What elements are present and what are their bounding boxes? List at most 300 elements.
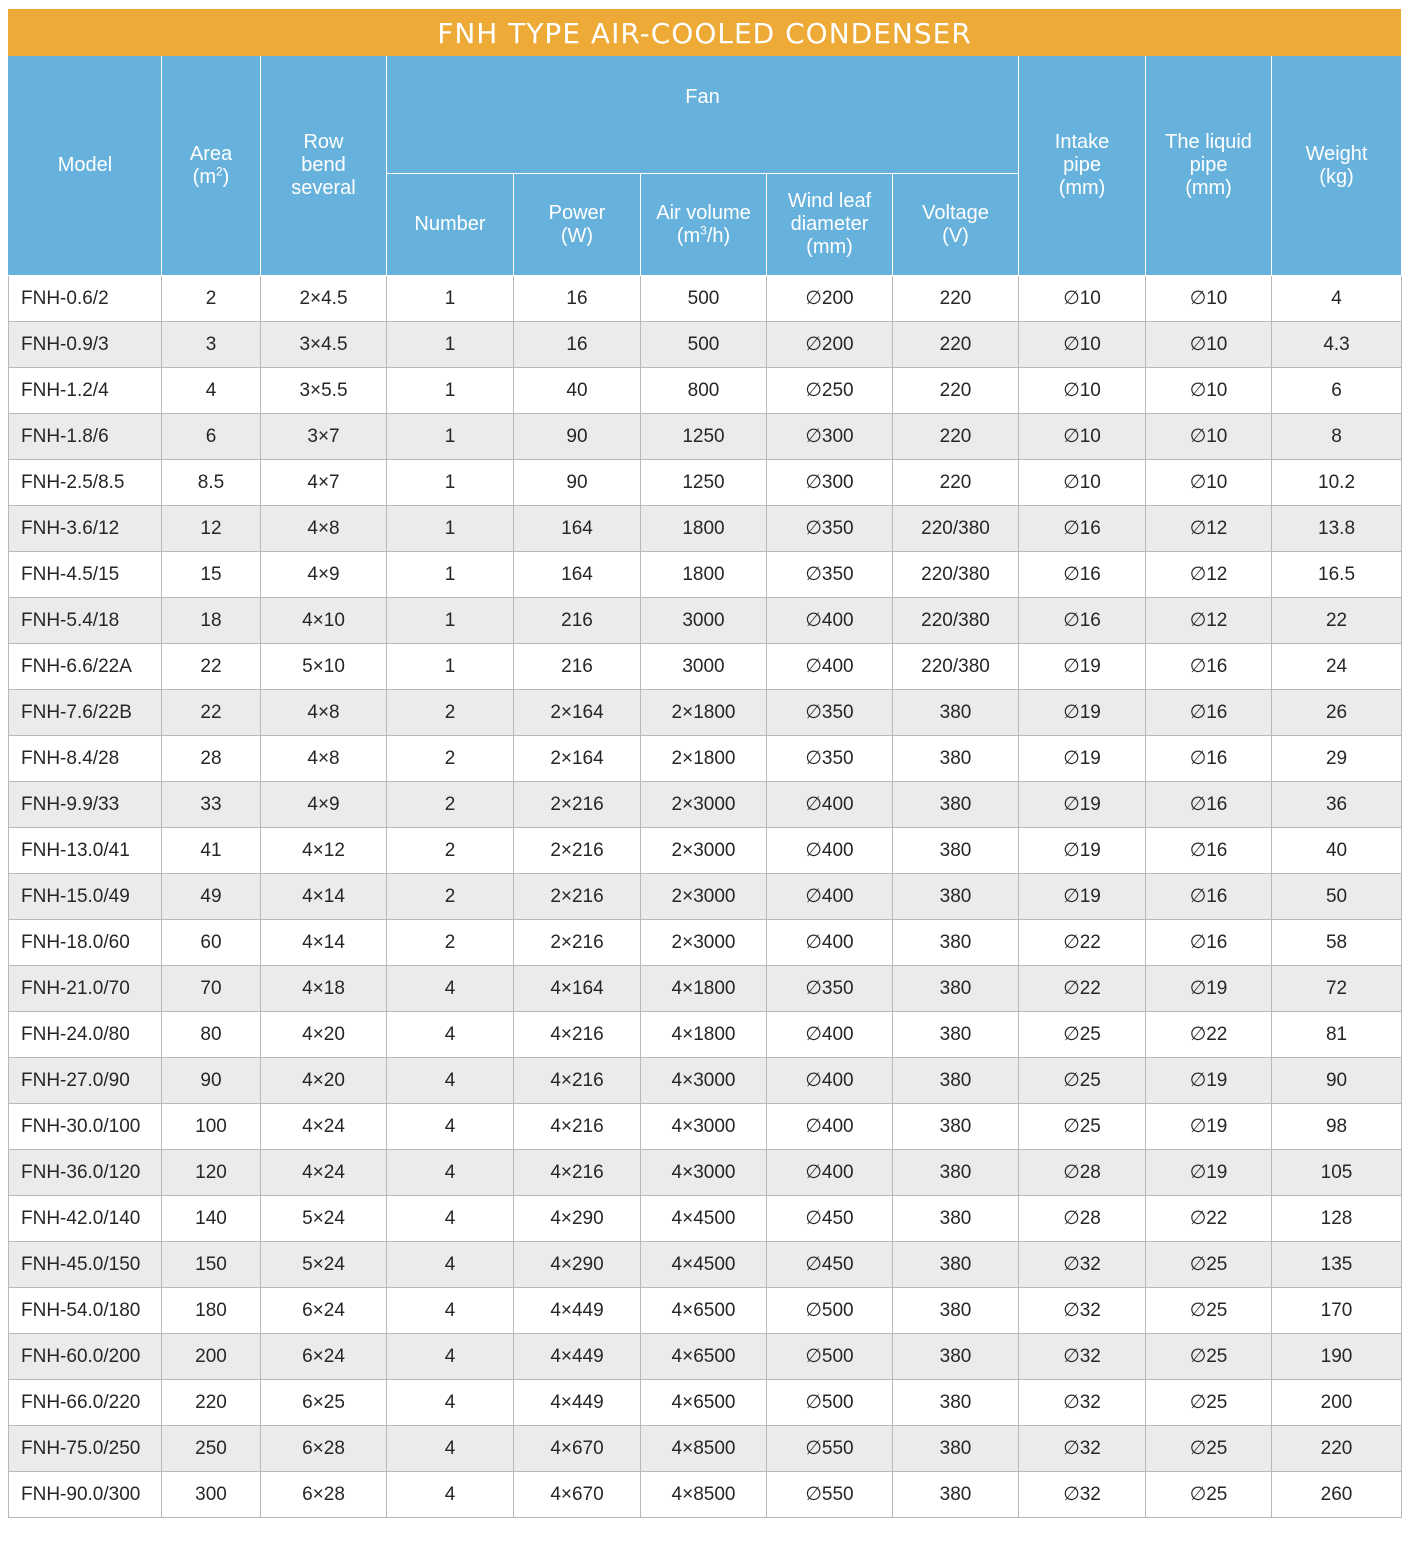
cell-fan-voltage: 380 (893, 1012, 1019, 1058)
cell-model: FNH-75.0/250 (9, 1426, 162, 1472)
cell-area: 8.5 (162, 460, 261, 506)
cell-model: FNH-66.0/220 (9, 1380, 162, 1426)
cell-fan-wind-leaf-diameter: ∅400 (767, 598, 893, 644)
cell-weight: 36 (1272, 782, 1402, 828)
cell-intake-pipe: ∅32 (1019, 1472, 1146, 1518)
cell-model: FNH-27.0/90 (9, 1058, 162, 1104)
cell-liquid-pipe: ∅22 (1146, 1196, 1272, 1242)
cell-weight: 98 (1272, 1104, 1402, 1150)
cell-fan-power: 4×670 (514, 1472, 641, 1518)
cell-area: 60 (162, 920, 261, 966)
cell-model: FNH-45.0/150 (9, 1242, 162, 1288)
cell-row-bend: 4×8 (261, 690, 387, 736)
cell-area: 28 (162, 736, 261, 782)
header-fan-wind-leaf-diameter: Wind leaf diameter (mm) (767, 174, 893, 276)
cell-model: FNH-4.5/15 (9, 552, 162, 598)
cell-liquid-pipe: ∅19 (1146, 966, 1272, 1012)
cell-liquid-pipe: ∅25 (1146, 1242, 1272, 1288)
cell-area: 250 (162, 1426, 261, 1472)
cell-liquid-pipe: ∅22 (1146, 1012, 1272, 1058)
cell-fan-power: 90 (514, 460, 641, 506)
cell-weight: 81 (1272, 1012, 1402, 1058)
cell-area: 33 (162, 782, 261, 828)
cell-fan-air-volume: 4×3000 (641, 1058, 767, 1104)
cell-fan-air-volume: 1800 (641, 506, 767, 552)
cell-fan-voltage: 380 (893, 874, 1019, 920)
cell-fan-number: 4 (387, 1380, 514, 1426)
cell-fan-wind-leaf-diameter: ∅400 (767, 1104, 893, 1150)
spec-sheet (8, 9, 1401, 1518)
cell-liquid-pipe: ∅16 (1146, 874, 1272, 920)
header-intake-pipe: Intake pipe (mm) (1019, 56, 1146, 276)
cell-fan-power: 4×290 (514, 1242, 641, 1288)
cell-model: FNH-60.0/200 (9, 1334, 162, 1380)
cell-fan-wind-leaf-diameter: ∅400 (767, 1012, 893, 1058)
header-fan-group: Fan (387, 56, 1019, 174)
table-row (9, 598, 1402, 644)
cell-fan-wind-leaf-diameter: ∅550 (767, 1426, 893, 1472)
cell-liquid-pipe: ∅25 (1146, 1380, 1272, 1426)
cell-fan-number: 2 (387, 782, 514, 828)
cell-fan-number: 2 (387, 690, 514, 736)
cell-liquid-pipe: ∅25 (1146, 1472, 1272, 1518)
cell-fan-power: 2×216 (514, 874, 641, 920)
cell-fan-number: 1 (387, 414, 514, 460)
cell-fan-voltage: 220 (893, 322, 1019, 368)
cell-weight: 190 (1272, 1334, 1402, 1380)
cell-area: 12 (162, 506, 261, 552)
cell-fan-wind-leaf-diameter: ∅400 (767, 782, 893, 828)
cell-row-bend: 2×4.5 (261, 276, 387, 322)
cell-fan-wind-leaf-diameter: ∅500 (767, 1380, 893, 1426)
cell-fan-number: 4 (387, 1334, 514, 1380)
table-title: FNH TYPE AIR-COOLED CONDENSER (8, 9, 1401, 56)
cell-area: 6 (162, 414, 261, 460)
cell-liquid-pipe: ∅19 (1146, 1058, 1272, 1104)
cell-fan-voltage: 380 (893, 920, 1019, 966)
cell-intake-pipe: ∅32 (1019, 1242, 1146, 1288)
cell-weight: 170 (1272, 1288, 1402, 1334)
cell-intake-pipe: ∅32 (1019, 1334, 1146, 1380)
cell-intake-pipe: ∅10 (1019, 368, 1146, 414)
cell-intake-pipe: ∅32 (1019, 1426, 1146, 1472)
cell-model: FNH-6.6/22A (9, 644, 162, 690)
cell-fan-number: 1 (387, 368, 514, 414)
table-row (9, 368, 1402, 414)
cell-fan-power: 90 (514, 414, 641, 460)
cell-fan-number: 4 (387, 1426, 514, 1472)
cell-liquid-pipe: ∅10 (1146, 276, 1272, 322)
cell-weight: 90 (1272, 1058, 1402, 1104)
cell-fan-number: 2 (387, 920, 514, 966)
cell-fan-voltage: 220 (893, 276, 1019, 322)
cell-fan-air-volume: 1800 (641, 552, 767, 598)
cell-fan-wind-leaf-diameter: ∅450 (767, 1196, 893, 1242)
cell-area: 300 (162, 1472, 261, 1518)
table-row (9, 1242, 1402, 1288)
cell-area: 22 (162, 690, 261, 736)
cell-area: 4 (162, 368, 261, 414)
cell-liquid-pipe: ∅16 (1146, 690, 1272, 736)
cell-fan-voltage: 380 (893, 1242, 1019, 1288)
cell-fan-number: 2 (387, 828, 514, 874)
cell-weight: 220 (1272, 1426, 1402, 1472)
cell-area: 120 (162, 1150, 261, 1196)
cell-row-bend: 4×24 (261, 1150, 387, 1196)
header-area: Area $(m^2)$ (162, 56, 261, 276)
cell-intake-pipe: ∅10 (1019, 460, 1146, 506)
cell-row-bend: 6×28 (261, 1426, 387, 1472)
cell-liquid-pipe: ∅12 (1146, 552, 1272, 598)
cell-fan-wind-leaf-diameter: ∅550 (767, 1472, 893, 1518)
cell-intake-pipe: ∅19 (1019, 828, 1146, 874)
table-row (9, 920, 1402, 966)
cell-intake-pipe: ∅16 (1019, 598, 1146, 644)
cell-fan-air-volume: 2×3000 (641, 828, 767, 874)
cell-fan-number: 4 (387, 1104, 514, 1150)
cell-fan-number: 4 (387, 1012, 514, 1058)
cell-fan-number: 4 (387, 1150, 514, 1196)
cell-fan-power: 2×216 (514, 828, 641, 874)
cell-fan-number: 1 (387, 460, 514, 506)
cell-fan-air-volume: 2×3000 (641, 782, 767, 828)
table-row (9, 736, 1402, 782)
cell-row-bend: 5×24 (261, 1196, 387, 1242)
cell-fan-voltage: 220 (893, 460, 1019, 506)
cell-fan-wind-leaf-diameter: ∅350 (767, 552, 893, 598)
cell-fan-air-volume: 2×3000 (641, 874, 767, 920)
cell-fan-air-volume: 2×3000 (641, 920, 767, 966)
cell-fan-power: 2×216 (514, 782, 641, 828)
table-row (9, 506, 1402, 552)
cell-fan-wind-leaf-diameter: ∅350 (767, 506, 893, 552)
cell-area: 100 (162, 1104, 261, 1150)
cell-fan-air-volume: 3000 (641, 598, 767, 644)
cell-row-bend: 4×14 (261, 874, 387, 920)
cell-model: FNH-90.0/300 (9, 1472, 162, 1518)
cell-fan-air-volume: 4×6500 (641, 1380, 767, 1426)
cell-fan-wind-leaf-diameter: ∅250 (767, 368, 893, 414)
cell-area: 18 (162, 598, 261, 644)
table-row (9, 1196, 1402, 1242)
table-row (9, 1472, 1402, 1518)
cell-fan-wind-leaf-diameter: ∅400 (767, 644, 893, 690)
cell-weight: 260 (1272, 1472, 1402, 1518)
cell-row-bend: 3×5.5 (261, 368, 387, 414)
cell-area: 3 (162, 322, 261, 368)
cell-fan-number: 1 (387, 552, 514, 598)
cell-fan-voltage: 380 (893, 690, 1019, 736)
cell-area: 180 (162, 1288, 261, 1334)
cell-fan-voltage: 380 (893, 966, 1019, 1012)
table-row (9, 1288, 1402, 1334)
cell-weight: 4.3 (1272, 322, 1402, 368)
cell-fan-wind-leaf-diameter: ∅350 (767, 736, 893, 782)
cell-liquid-pipe: ∅10 (1146, 460, 1272, 506)
table-row (9, 552, 1402, 598)
cell-fan-voltage: 380 (893, 1288, 1019, 1334)
cell-fan-wind-leaf-diameter: ∅500 (767, 1334, 893, 1380)
cell-fan-voltage: 220 (893, 368, 1019, 414)
cell-intake-pipe: ∅10 (1019, 322, 1146, 368)
cell-weight: 13.8 (1272, 506, 1402, 552)
cell-area: 90 (162, 1058, 261, 1104)
cell-weight: 135 (1272, 1242, 1402, 1288)
cell-model: FNH-13.0/41 (9, 828, 162, 874)
cell-row-bend: 3×4.5 (261, 322, 387, 368)
spec-table (8, 56, 1402, 1518)
cell-weight: 24 (1272, 644, 1402, 690)
cell-fan-number: 1 (387, 506, 514, 552)
cell-weight: 29 (1272, 736, 1402, 782)
cell-fan-wind-leaf-diameter: ∅200 (767, 276, 893, 322)
cell-area: 200 (162, 1334, 261, 1380)
cell-model: FNH-8.4/28 (9, 736, 162, 782)
cell-area: 220 (162, 1380, 261, 1426)
cell-liquid-pipe: ∅16 (1146, 828, 1272, 874)
table-row (9, 782, 1402, 828)
cell-area: 15 (162, 552, 261, 598)
table-row (9, 1380, 1402, 1426)
cell-area: 80 (162, 1012, 261, 1058)
cell-row-bend: 3×7 (261, 414, 387, 460)
cell-liquid-pipe: ∅10 (1146, 414, 1272, 460)
cell-model: FNH-21.0/70 (9, 966, 162, 1012)
cell-intake-pipe: ∅28 (1019, 1150, 1146, 1196)
cell-fan-air-volume: 4×4500 (641, 1242, 767, 1288)
header-fan-number: Number (387, 174, 514, 276)
table-row (9, 828, 1402, 874)
cell-weight: 72 (1272, 966, 1402, 1012)
cell-fan-voltage: 380 (893, 828, 1019, 874)
cell-fan-wind-leaf-diameter: ∅400 (767, 874, 893, 920)
cell-model: FNH-9.9/33 (9, 782, 162, 828)
cell-fan-power: 4×216 (514, 1058, 641, 1104)
cell-fan-voltage: 380 (893, 1150, 1019, 1196)
cell-fan-power: 2×216 (514, 920, 641, 966)
cell-liquid-pipe: ∅25 (1146, 1334, 1272, 1380)
cell-fan-voltage: 380 (893, 782, 1019, 828)
cell-fan-number: 1 (387, 276, 514, 322)
cell-intake-pipe: ∅25 (1019, 1012, 1146, 1058)
cell-fan-wind-leaf-diameter: ∅300 (767, 460, 893, 506)
cell-intake-pipe: ∅16 (1019, 506, 1146, 552)
cell-intake-pipe: ∅22 (1019, 920, 1146, 966)
cell-fan-power: 4×216 (514, 1150, 641, 1196)
cell-model: FNH-0.6/2 (9, 276, 162, 322)
cell-fan-voltage: 220/380 (893, 506, 1019, 552)
cell-fan-number: 4 (387, 1058, 514, 1104)
header-liquid-pipe: The liquid pipe (mm) (1146, 56, 1272, 276)
cell-fan-air-volume: 500 (641, 276, 767, 322)
cell-fan-number: 1 (387, 322, 514, 368)
table-row (9, 1150, 1402, 1196)
cell-row-bend: 4×18 (261, 966, 387, 1012)
cell-fan-voltage: 380 (893, 1472, 1019, 1518)
cell-liquid-pipe: ∅25 (1146, 1426, 1272, 1472)
table-body (9, 276, 1402, 1518)
table-row (9, 690, 1402, 736)
cell-row-bend: 6×28 (261, 1472, 387, 1518)
cell-row-bend: 5×24 (261, 1242, 387, 1288)
cell-fan-power: 164 (514, 552, 641, 598)
cell-fan-wind-leaf-diameter: ∅400 (767, 1150, 893, 1196)
cell-fan-voltage: 220/380 (893, 552, 1019, 598)
cell-row-bend: 4×14 (261, 920, 387, 966)
cell-fan-wind-leaf-diameter: ∅400 (767, 1058, 893, 1104)
cell-fan-wind-leaf-diameter: ∅350 (767, 690, 893, 736)
cell-model: FNH-0.9/3 (9, 322, 162, 368)
cell-fan-power: 164 (514, 506, 641, 552)
cell-row-bend: 4×20 (261, 1058, 387, 1104)
cell-intake-pipe: ∅28 (1019, 1196, 1146, 1242)
cell-fan-air-volume: 4×8500 (641, 1426, 767, 1472)
cell-fan-air-volume: 4×3000 (641, 1104, 767, 1150)
cell-model: FNH-54.0/180 (9, 1288, 162, 1334)
cell-weight: 128 (1272, 1196, 1402, 1242)
cell-fan-air-volume: 4×4500 (641, 1196, 767, 1242)
cell-fan-voltage: 380 (893, 1426, 1019, 1472)
cell-model: FNH-7.6/22B (9, 690, 162, 736)
cell-fan-voltage: 380 (893, 1058, 1019, 1104)
cell-model: FNH-24.0/80 (9, 1012, 162, 1058)
table-row (9, 874, 1402, 920)
cell-liquid-pipe: ∅10 (1146, 322, 1272, 368)
cell-intake-pipe: ∅32 (1019, 1380, 1146, 1426)
cell-row-bend: 6×24 (261, 1288, 387, 1334)
cell-model: FNH-1.8/6 (9, 414, 162, 460)
cell-intake-pipe: ∅19 (1019, 644, 1146, 690)
cell-row-bend: 4×9 (261, 782, 387, 828)
header-fan-air-volume: Air volume $(m^3/h)$ (641, 174, 767, 276)
cell-liquid-pipe: ∅16 (1146, 644, 1272, 690)
cell-fan-wind-leaf-diameter: ∅400 (767, 828, 893, 874)
header-fan-voltage: Voltage (V) (893, 174, 1019, 276)
cell-area: 140 (162, 1196, 261, 1242)
cell-fan-power: 4×290 (514, 1196, 641, 1242)
table-row (9, 966, 1402, 1012)
cell-fan-voltage: 220/380 (893, 598, 1019, 644)
cell-fan-power: 2×164 (514, 736, 641, 782)
cell-row-bend: 4×8 (261, 736, 387, 782)
cell-intake-pipe: ∅19 (1019, 874, 1146, 920)
cell-fan-power: 4×449 (514, 1334, 641, 1380)
table-row (9, 1058, 1402, 1104)
cell-fan-power: 4×449 (514, 1288, 641, 1334)
cell-fan-air-volume: 4×6500 (641, 1334, 767, 1380)
cell-intake-pipe: ∅22 (1019, 966, 1146, 1012)
cell-fan-voltage: 220 (893, 414, 1019, 460)
cell-fan-number: 1 (387, 644, 514, 690)
cell-fan-power: 2×164 (514, 690, 641, 736)
cell-weight: 6 (1272, 368, 1402, 414)
cell-intake-pipe: ∅19 (1019, 782, 1146, 828)
cell-model: FNH-3.6/12 (9, 506, 162, 552)
cell-fan-air-volume: 1250 (641, 414, 767, 460)
cell-weight: 10.2 (1272, 460, 1402, 506)
cell-area: 49 (162, 874, 261, 920)
cell-fan-air-volume: 3000 (641, 644, 767, 690)
table-row (9, 1104, 1402, 1150)
cell-intake-pipe: ∅32 (1019, 1288, 1146, 1334)
cell-liquid-pipe: ∅16 (1146, 736, 1272, 782)
cell-liquid-pipe: ∅10 (1146, 368, 1272, 414)
cell-fan-power: 4×216 (514, 1104, 641, 1150)
table-row (9, 1334, 1402, 1380)
cell-fan-power: 40 (514, 368, 641, 414)
cell-model: FNH-2.5/8.5 (9, 460, 162, 506)
cell-intake-pipe: ∅16 (1019, 552, 1146, 598)
cell-model: FNH-30.0/100 (9, 1104, 162, 1150)
cell-area: 70 (162, 966, 261, 1012)
cell-fan-air-volume: 500 (641, 322, 767, 368)
cell-fan-air-volume: 800 (641, 368, 767, 414)
cell-fan-wind-leaf-diameter: ∅450 (767, 1242, 893, 1288)
cell-fan-number: 4 (387, 966, 514, 1012)
header-weight: Weight (kg) (1272, 56, 1402, 276)
cell-fan-voltage: 380 (893, 736, 1019, 782)
cell-weight: 50 (1272, 874, 1402, 920)
cell-fan-air-volume: 4×1800 (641, 1012, 767, 1058)
cell-fan-power: 216 (514, 644, 641, 690)
cell-fan-number: 2 (387, 874, 514, 920)
cell-fan-voltage: 380 (893, 1196, 1019, 1242)
cell-weight: 26 (1272, 690, 1402, 736)
cell-fan-air-volume: 4×6500 (641, 1288, 767, 1334)
cell-weight: 8 (1272, 414, 1402, 460)
cell-row-bend: 4×20 (261, 1012, 387, 1058)
cell-fan-power: 216 (514, 598, 641, 644)
cell-weight: 200 (1272, 1380, 1402, 1426)
table-row (9, 1012, 1402, 1058)
cell-fan-power: 16 (514, 276, 641, 322)
cell-row-bend: 4×9 (261, 552, 387, 598)
cell-fan-air-volume: 4×8500 (641, 1472, 767, 1518)
cell-model: FNH-5.4/18 (9, 598, 162, 644)
cell-fan-number: 4 (387, 1472, 514, 1518)
cell-model: FNH-1.2/4 (9, 368, 162, 414)
cell-area: 22 (162, 644, 261, 690)
cell-fan-number: 2 (387, 736, 514, 782)
cell-row-bend: 6×24 (261, 1334, 387, 1380)
cell-model: FNH-42.0/140 (9, 1196, 162, 1242)
cell-fan-air-volume: 2×1800 (641, 736, 767, 782)
cell-intake-pipe: ∅10 (1019, 276, 1146, 322)
header-model: Model (9, 56, 162, 276)
table-row (9, 414, 1402, 460)
cell-liquid-pipe: ∅12 (1146, 506, 1272, 552)
cell-model: FNH-18.0/60 (9, 920, 162, 966)
cell-liquid-pipe: ∅12 (1146, 598, 1272, 644)
cell-intake-pipe: ∅25 (1019, 1104, 1146, 1150)
cell-liquid-pipe: ∅19 (1146, 1150, 1272, 1196)
cell-fan-air-volume: 4×1800 (641, 966, 767, 1012)
cell-fan-power: 4×449 (514, 1380, 641, 1426)
cell-intake-pipe: ∅19 (1019, 690, 1146, 736)
cell-row-bend: 4×12 (261, 828, 387, 874)
cell-liquid-pipe: ∅25 (1146, 1288, 1272, 1334)
cell-liquid-pipe: ∅16 (1146, 782, 1272, 828)
cell-row-bend: 4×7 (261, 460, 387, 506)
cell-weight: 22 (1272, 598, 1402, 644)
cell-fan-voltage: 220/380 (893, 644, 1019, 690)
cell-row-bend: 5×10 (261, 644, 387, 690)
cell-fan-power: 4×216 (514, 1012, 641, 1058)
cell-fan-wind-leaf-diameter: ∅500 (767, 1288, 893, 1334)
cell-fan-voltage: 380 (893, 1104, 1019, 1150)
cell-fan-number: 4 (387, 1288, 514, 1334)
cell-fan-power: 16 (514, 322, 641, 368)
